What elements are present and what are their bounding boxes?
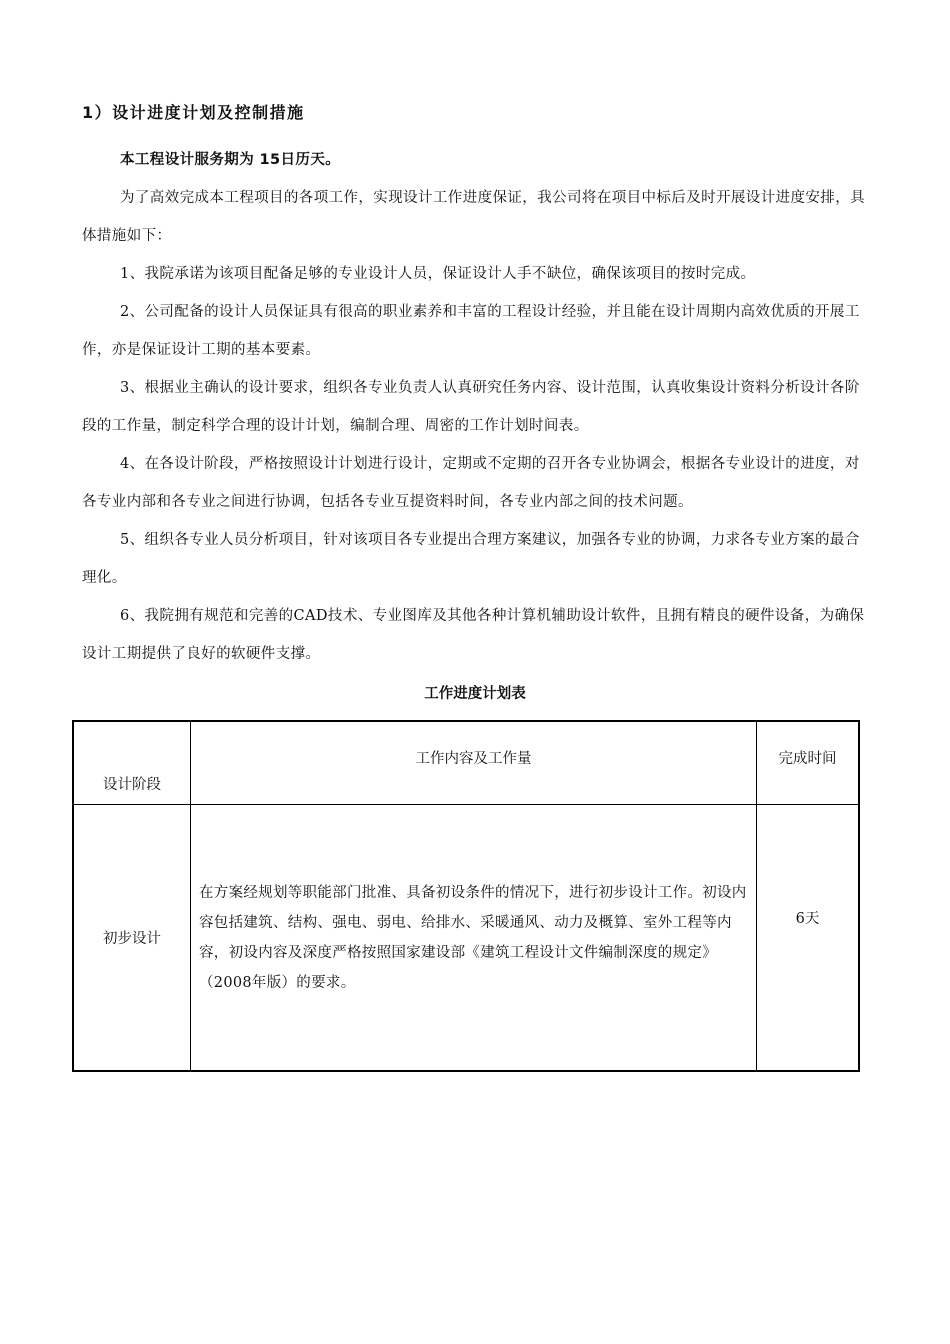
section-heading: 1）设计进度计划及控制措施: [82, 103, 305, 122]
measure-paragraph-4: 4、在各设计阶段，严格按照设计计划进行设计，定期或不定期的召开各专业协调会，根据各专业设计的进度，对各专业内部和各专业之间进行协调，包括各专业互提资料时间，各专业内部之间的技术问题。: [82, 456, 860, 510]
measure-paragraph-5: 5、组织各专业人员分析项目，针对该项目各专业提出合理方案建议，加强各专业的协调，力求各专业方案的最合理化。: [82, 532, 860, 586]
header-content: 工作内容及工作量: [191, 721, 757, 805]
measure-paragraph-3: 3、根据业主确认的设计要求，组织各专业负责人认真研究任务内容、设计范围，认真收集设计资料分析设计各阶段的工作量，制定科学合理的设计计划，编制合理、周密的工作计划时间表。: [82, 380, 860, 434]
measure-paragraph-1: 1、我院承诺为该项目配备足够的专业设计人员，保证设计人手不缺位，确保该项目的按时完成。: [120, 266, 756, 282]
measure-paragraph-2: 2、公司配备的设计人员保证具有很高的职业素养和丰富的工程设计经验，并且能在设计周期内高效优质的开展工作，亦是保证设计工期的基本要素。: [82, 304, 860, 358]
table-row: [73, 805, 859, 1072]
measure-paragraph-6: 6、我院拥有规范和完善的CAD技术、专业图库及其他各种计算机辅助设计软件，且拥有精良的硬件设备，为确保设计工期提供了良好的软硬件支撑。: [82, 608, 865, 662]
table-header-row: [73, 721, 859, 805]
schedule-table: [72, 720, 860, 1072]
cell-time: 6天: [757, 805, 860, 1072]
cell-stage: 初步设计: [73, 805, 191, 1072]
header-time: 完成时间: [757, 721, 860, 805]
header-stage: 设计阶段: [73, 721, 191, 805]
service-period-paragraph: 本工程设计服务期为 15日历天。: [120, 152, 341, 168]
cell-content: 在方案经规划等职能部门批准、具备初设条件的情况下，进行初步设计工作。初设内容包括建筑、结构、强电、弱电、给排水、采暖通风、动力及概算、室外工程等内容，初设内容及深度严格按照国家建设部《建筑工程设计文件编制深度的规定》（2008年版）的要求。: [191, 805, 757, 1072]
table-title: 工作进度计划表: [424, 686, 526, 702]
intro-paragraph: 为了高效完成本工程项目的各项工作，实现设计工作进度保证，我公司将在项目中标后及时开展设计进度安排，具体措施如下：: [82, 190, 865, 244]
